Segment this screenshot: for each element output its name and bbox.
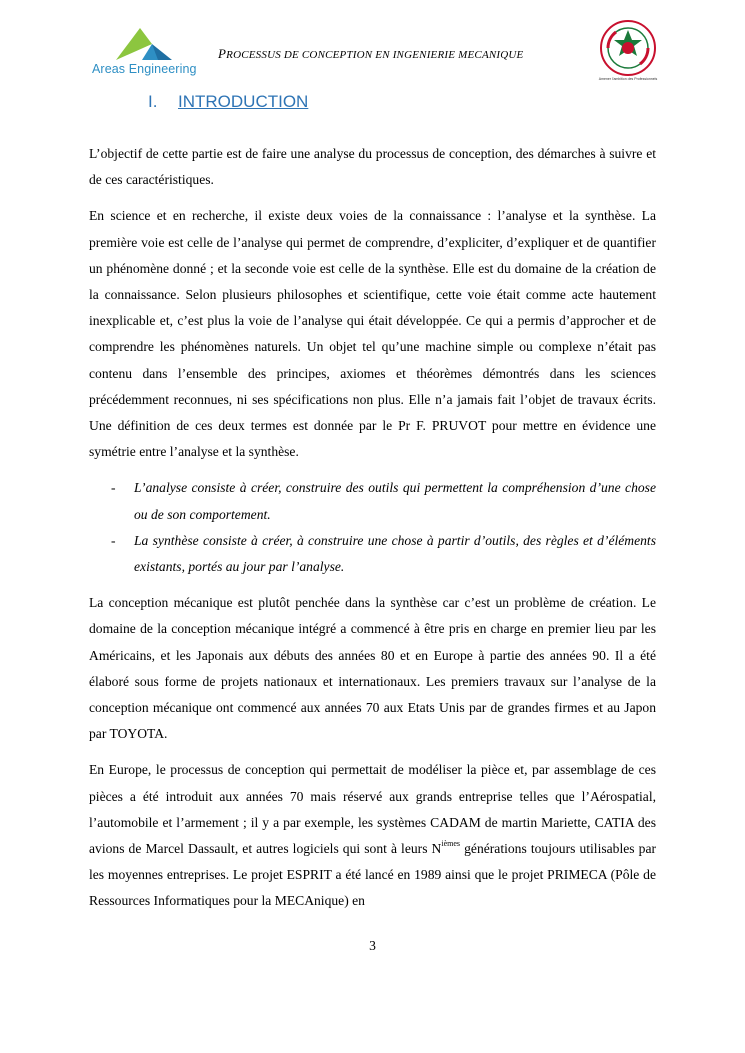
areas-logo-mark-icon: [112, 22, 176, 62]
document-body: [89, 141, 656, 925]
running-header-title: [218, 46, 523, 62]
section-number: I.: [148, 92, 158, 111]
superscript-iemes: ièmes: [441, 839, 461, 849]
logo-brand-text: Areas Engineering: [92, 62, 197, 76]
paragraph-europe-part2: générations toujours utilisables par les moyennes entreprises. Le projet ESPRIT a été lancé en 1989 ainsi que le projet PRIMECA (Pôle de Ressources Informatiques pour la MECAnique) en: [89, 841, 657, 909]
paragraph-science-research: En science et en recherche, il existe deux voies de la connaissance : l’analyse et la synthèse. La première voie est celle de l’analyse qui permet de comprendre, d’expliciter, d’expliquer et de quantifier un phénomène donné ; et la seconde voie est celle de la synthèse. Elle est du domaine de la création de la connaissance. Selon plusieurs philosophes et scientifique, cette voie était comme acte hautement inexplicable et, c’est plus la voie de l’analyse qui était développée. Ce qui a permis d’approcher et de comprendre les phénomènes naturels. Un objet tel qu’une machine simple ou complexe n’était pas contenu dans l’ensemble des principes, axiomes et théorèmes démontrés dans les sciences précédemment reconnues, ni ses spécifications non plus. Elle n’a jamais fait l’objet de travaux écrits. Une définition de ces deux termes est donnée par le Pr F. PRUVOT pour mettre en évidence une symétrie entre l’analyse et la synthèse.: [89, 208, 656, 460]
list-item: [89, 528, 656, 580]
emblem-icon: [596, 18, 660, 82]
header-title-rest: ROCESSUS DE CONCEPTION EN INGENIERIE MECANIQUE: [226, 49, 524, 61]
emblem-caption: Amener l'ambition des Professionnels: [598, 77, 658, 81]
definition-list: [89, 475, 656, 580]
paragraph-objective: L’objectif de cette partie est de faire une analyse du processus de conception, des démarches à suivre et de ces caractéristiques.: [89, 146, 656, 188]
paragraph-mechanical-design: La conception mécanique est plutôt penchée dans la synthèse car c’est un problème de création. Le domaine de la conception mécanique intégré a commencé à être pris en charge en premier lieu par les Américains, et les Japonais aux débuts des années 80 et en Europe à partie des années 90. Il a été élaboré sous forme de projets nationaux et internationaux. Les premiers travaux sur l’analyse de la conception mécanique ont commencé aux années 70 aux Etats Unis par de grandes firmes et au Japon par TOYOTA.: [89, 595, 656, 742]
header-title-initial: P: [218, 46, 227, 61]
definition-analysis: L’analyse consiste à créer, construire des outils qui permettent la compréhension d’une chose ou de son comportement.: [134, 480, 656, 522]
list-bullet-dash: -: [111, 532, 116, 548]
areas-engineering-logo: [90, 22, 200, 80]
paragraph-europe-part1: En Europe, le processus de conception qui permettait de modéliser la pièce et, par assemblage de ces pièces a été introduit aux années 70 mais réservé aux grands entreprise telles que l’Aérospatial, l’automobile et l’armement ; il y a par exemple, les systèmes CADAM de martin Mariette, CATIA des avions de Marcel Dassault, et autres logiciels qui sont à leurs N: [89, 762, 656, 857]
paragraph-europe: [89, 757, 656, 914]
institution-emblem-logo: [596, 18, 660, 82]
section-title: INTRODUCTION: [178, 92, 309, 111]
list-item: [89, 475, 656, 527]
page-number: 3: [369, 938, 376, 953]
section-heading: [148, 92, 308, 112]
definition-synthesis: La synthèse consiste à créer, à construire une chose à partir d’outils, des règles et d’éléments existants, portés au jour par l’analyse.: [134, 532, 656, 575]
list-bullet-dash: -: [111, 480, 116, 496]
